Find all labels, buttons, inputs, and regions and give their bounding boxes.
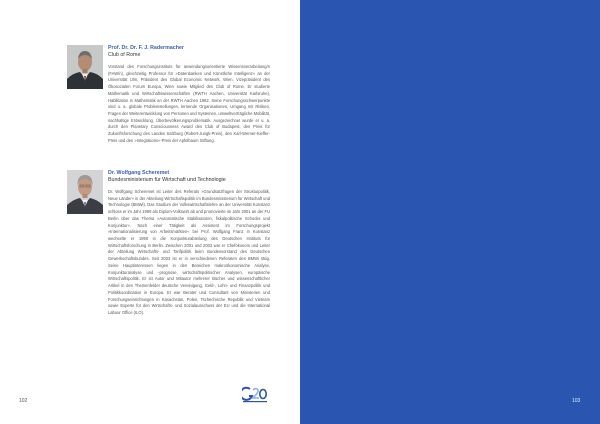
- person-biography: Vorstand des Forschungsinstituts für anwendungsorientierte Wissensverarbeitung/n (FAW/n), gleichzeitig Professor für »Datenbanken und Künstliche Intelligenz« an der Universität Ulm, Präsident des Global Economic Network, Wien, Vizepräsident des Ökosozialen Forum Europa, Wien sowie Mitglied des Club of Rome. Er studierte Mathematik und Wirtschaftswissenschaften (RWTH Aachen, Universität Karlsruhe), Habilitation in Mathematik an der RWTH Aachen 1982. Seine Forschungsschwerpunkte sind u. a. globale Problemstellungen, lernende Organisationen, Umgang mit Risiken, Fragen der Weiterentwicklung von Personen und Systemen, umweltverträgliche Mobilität, nachhaltige Entwicklung, Überbevölkerungsproblematik. Ausgezeichnet wurde er u. a. durch den Planetary Consciousness Award des Club of Budapest, den Preis für Zukunftsforschung des Landes Salzburg (Robert-Jungk-Preis), den Karl-Werner-Kieffer-Preis und den »Integrations«-Preis der Apfelbaum Stiftung.: [108, 64, 270, 143]
- portrait-image: [67, 45, 103, 89]
- person-name: Prof. Dr. Dr. F. J. Radermacher: [108, 45, 184, 51]
- portrait-image: [67, 170, 103, 214]
- g20-logo-icon: [242, 386, 268, 404]
- page-number: 103: [572, 398, 581, 404]
- right-page: [300, 0, 600, 424]
- portrait-photo-scheremet: [67, 170, 103, 214]
- person-organization: Club of Rome: [108, 52, 141, 58]
- g20-logo-graphic: [242, 386, 268, 404]
- person-biography: Dr. Wolfgang Scheremet ist Leiter des Referats »Grundsatzfragen der Strukturpolitik, Neue Länder« in der Abteilung Wirtschaftspolitik im Bundesministerium für Wirtschaft und Technologie (BMWi). Das Studium der Volkswirtschaftslehre an der Universität Konstanz schloss er im Jahr 1989 als Diplom-Volkswirt ab und promovierte im Jahr 2001 an der FU Berlin über das Thema »Automatische Stabilisatoren, fiskalpolitische Schocks und Konjunktur«. Nach einer Tätigkeit als Assistent im Forschungsprojekt »Internationalisierung von Arbeitsmärkten« bei Prof. Wolfgang Franz in Konstanz wechselte er 1990 in die Konjunkturabteilung des Deutschen Instituts für Wirtschaftsforschung in Berlin. Zwischen 2001 und 2003 war er Chefökonom und Leiter der Abteilung Wirtschafts- und Tarifpolitik beim Bundesvorstand des Deutschen Gewerkschaftsbundes. Seit 2003 ist er in verschiedenen Referaten des BMWi tätig. Seine Hauptinteressen liegen in den Bereichen makroökonomische Analyse, Konjunkturanalyse und -prognose, wirtschaftspolitischer Analysen, europäische Wirtschaftspolitik. Er ist Autor und Mitautor mehrerer Bücher und wissenschaftlicher Artikel in den Themenfelder deutsche Vereinigung, Geld-, Lohn- und Finanzpolitik und Politikkoordination in Europa. Er war Berater und Consultant von Ministerien und Forschungseinrichtungen in Kasachstan, Polen, Tschechische Republik und Vietnam sowie Experte für den Wirtschafts- und Sozialausschuss der EU und die International Labour Office (ILO).: [108, 189, 270, 315]
- page-number: 102: [19, 398, 28, 404]
- person-name: Dr. Wolfgang Scheremet: [108, 170, 170, 176]
- person-organization: Bundesministerium für Wirtschaft und Technologie: [108, 177, 226, 183]
- portrait-photo-radermacher: [67, 45, 103, 89]
